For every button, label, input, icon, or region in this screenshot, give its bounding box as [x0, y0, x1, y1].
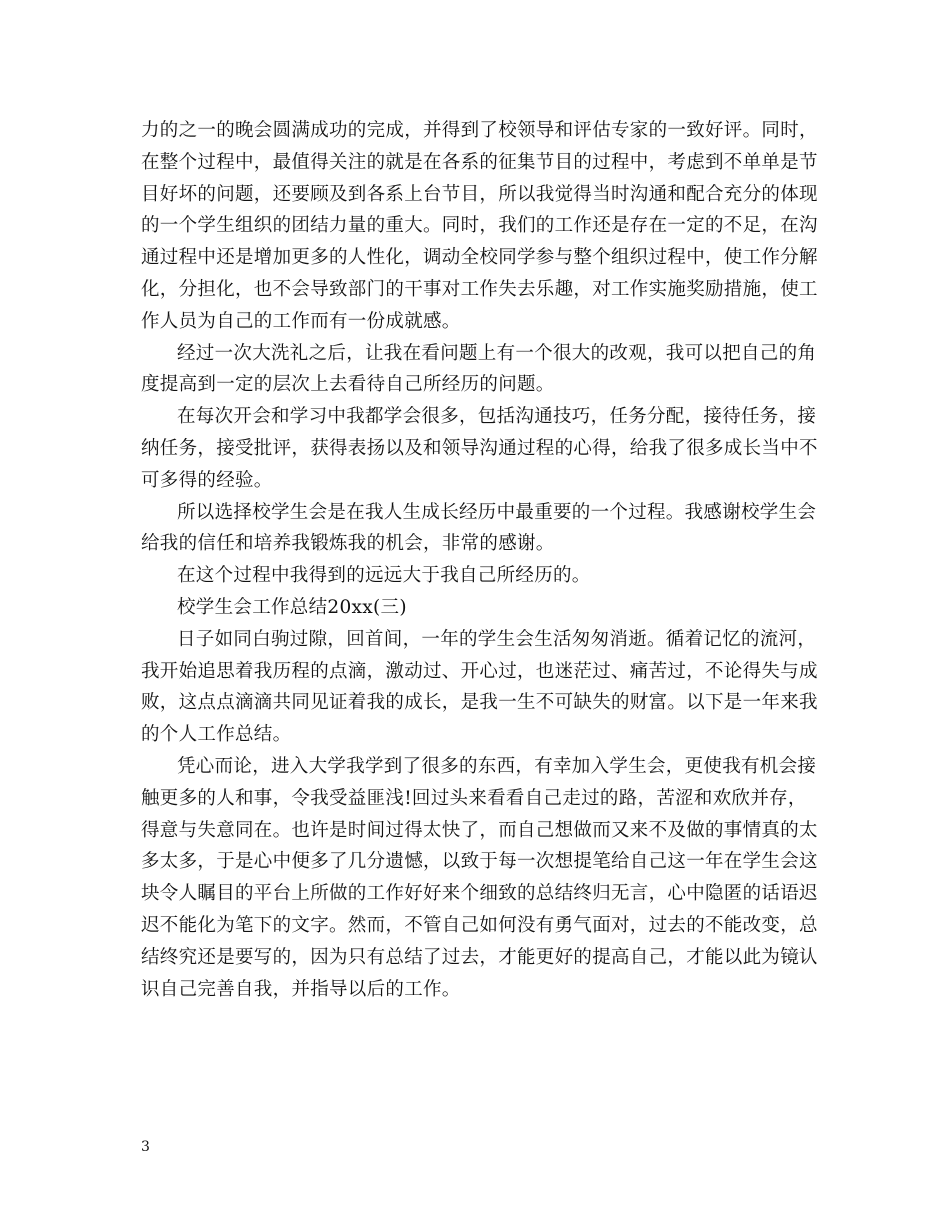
paragraph-first-line: 所以选择校学生会是在我人生成长经历中最重要的一个过程。我感谢校学生会 — [177, 501, 817, 523]
text-line: 我开始追思着我历程的点滴，激动过、开心过，也迷茫过、痛苦过，不论得失与成 — [141, 660, 818, 682]
text-line: 识自己完善自我，并指导以后的工作。 — [141, 978, 461, 1000]
document-body — [141, 115, 818, 1005]
text-line: 迟不能化为笔下的文字。然而，不管自己如何没有勇气面对，过去的不能改变，总 — [141, 914, 818, 936]
paragraph-first-line: 在这个过程中我得到的远远大于我自己所经历的。 — [177, 565, 591, 587]
text-line: 在整个过程中，最值得关注的就是在各系的征集节目的过程中，考虑到不单单是节 — [141, 151, 818, 173]
text-line: 化，分担化，也不会导致部门的干事对工作失去乐趣，对工作实施奖励措施，使工 — [141, 278, 818, 300]
text-line: 得意与失意同在。也许是时间过得太快了，而自己想做而又来不及做的事情真的太 — [141, 819, 818, 841]
paragraph-first-line: 日子如同白驹过隙，回首间，一年的学生会生活匆匆消逝。循着记忆的流河， — [177, 628, 817, 650]
text-line: 多太多，于是心中便多了几分遗憾，以致于每一次想提笔给自己这一年在学生会这 — [141, 851, 818, 873]
text-line: 的一个学生组织的团结力量的重大。同时，我们的工作还是存在一定的不足，在沟 — [141, 215, 818, 237]
text-line: 通过程中还是增加更多的人性化，调动全校同学参与整个组织过程中，使工作分解 — [141, 247, 818, 269]
text-line: 块令人瞩目的平台上所做的工作好好来个细致的总结终归无言，心中隐匿的话语迟 — [141, 883, 818, 905]
text-line: 给我的信任和培养我锻炼我的机会，非常的感谢。 — [141, 533, 555, 555]
text-line: 触更多的人和事，令我受益匪浅!回过头来看看自己走过的路，苦涩和欢欣并存， — [141, 787, 807, 809]
paragraph-first-line: 凭心而论，进入大学我学到了很多的东西，有幸加入学生会，更使我有机会接 — [177, 755, 817, 777]
text-line: 纳任务，接受批评，获得表扬以及和领导沟通过程的心得，给我了很多成长当中不 — [141, 437, 818, 459]
page-number: 3 — [141, 1139, 150, 1155]
text-line: 度提高到一定的层次上去看待自己所经历的问题。 — [141, 374, 555, 396]
paragraph-first-line: 经过一次大洗礼之后，让我在看问题上有一个很大的改观，我可以把自己的角 — [177, 342, 817, 364]
text-line: 作人员为自己的工作而有一份成就感。 — [141, 310, 461, 332]
text-line: 的个人工作总结。 — [141, 724, 292, 746]
text-line: 结终究还是要写的，因为只有总结了过去，才能更好的提高自己，才能以此为镜认 — [141, 946, 818, 968]
text-line: 可多得的经验。 — [141, 469, 273, 491]
text-line: 力的之一的晚会圆满成功的完成，并得到了校领导和评估专家的一致好评。同时， — [141, 120, 818, 141]
text-line: 败，这点点滴滴共同见证着我的成长，是我一生不可缺失的财富。以下是一年来我 — [141, 692, 818, 714]
section-heading: 校学生会工作总结20xx(三) — [177, 596, 407, 618]
paragraph-first-line: 在每次开会和学习中我都学会很多，包括沟通技巧，任务分配，接待任务，接 — [177, 406, 817, 428]
text-line: 目好坏的问题，还要顾及到各系上台节目，所以我觉得当时沟通和配合充分的体现 — [141, 183, 818, 205]
